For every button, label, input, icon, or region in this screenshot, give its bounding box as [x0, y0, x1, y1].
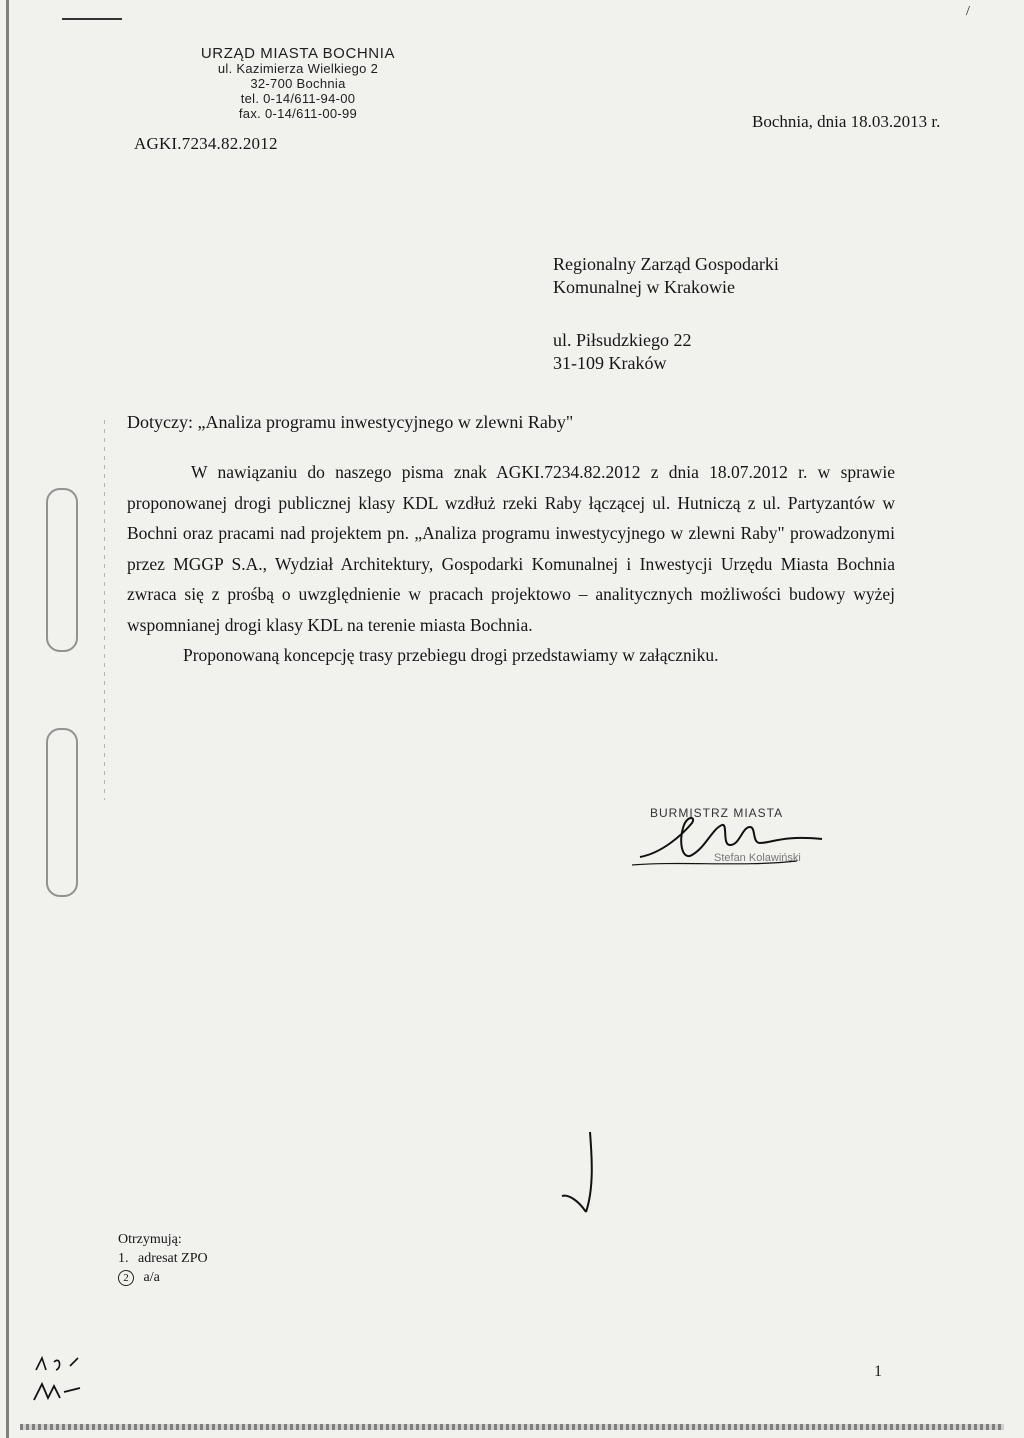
office-phone: tel. 0-14/611-94-00	[240, 91, 356, 106]
page-number: 1	[874, 1363, 882, 1380]
office-city: 32-700 Bochnia	[250, 76, 346, 91]
signature-block	[622, 795, 852, 885]
distribution-list	[118, 1230, 208, 1287]
distribution-item-marker: 2	[118, 1270, 134, 1286]
scan-edge-bottom	[20, 1424, 1004, 1430]
office-name: URZĄD MIASTA BOCHNIA	[200, 45, 396, 62]
letter-subject: Dotyczy: „Analiza programu inwestycyjnego w zlewni Raby"	[127, 412, 574, 432]
signature-image	[622, 795, 852, 885]
office-fax: fax. 0-14/611-00-99	[238, 106, 358, 121]
letter-body	[127, 457, 895, 671]
body-paragraph: W nawiązaniu do naszego pisma znak AGKI.7234.82.2012 z dnia 18.07.2012 r. w sprawie proponowanej drogi publicznej klasy KDL wzdłuż rzeki Raby łączącej ul. Hutniczą z ul. Partyzantów w Bochni oraz pracami nad projektem pn. „Analiza programu inwestycyjnego w zlewni Raby" prowadzonymi przez MGGP S.A., Wydział Architektury, Gospodarki Komunalnej i Inwestycji Urzędu Miasta Bochnia zwraca się z prośbą o uwzględnienie w pracach projektowo – analitycznych możliwości budowy wyżej wspomnianej drogi klasy KDL na terenie miasta Bochnia.	[127, 462, 895, 635]
scan-mark	[62, 18, 122, 20]
handwritten-initials	[30, 1352, 100, 1407]
body-paragraph: Proponowaną koncepcję trasy przebiegu drogi przedstawiamy w załączniku.	[183, 645, 719, 665]
distribution-item	[118, 1249, 208, 1268]
distribution-label: Otrzymują:	[118, 1232, 182, 1247]
binder-hole-top	[46, 488, 78, 652]
distribution-item-text: a/a	[143, 1270, 160, 1285]
office-street: ul. Kazimierza Wielkiego 2	[217, 61, 379, 76]
scan-edge	[6, 0, 9, 1438]
office-stamp	[168, 46, 428, 121]
corner-mark: /	[966, 4, 970, 19]
recipient-block	[553, 253, 779, 375]
distribution-item-text: adresat ZPO	[138, 1251, 208, 1266]
signature-stamp-title: BURMISTRZ MIASTA	[650, 806, 784, 820]
handwritten-mark	[548, 1128, 608, 1218]
distribution-item	[118, 1268, 208, 1287]
recipient-name-line2: Komunalnej w Krakowie	[553, 277, 735, 297]
recipient-city: 31-109 Kraków	[553, 353, 667, 373]
recipient-street: ul. Piłsudzkiego 22	[553, 330, 692, 350]
signature-stamp-name: Stefan Kolawiński	[714, 852, 801, 864]
recipient-name-line1: Regionalny Zarząd Gospodarki	[553, 254, 779, 274]
reference-number: AGKI.7234.82.2012	[134, 134, 278, 153]
scan-margin-line	[104, 420, 105, 800]
binder-hole-bottom	[46, 728, 78, 897]
distribution-item-marker: 1.	[118, 1251, 129, 1266]
letter-date: Bochnia, dnia 18.03.2013 r.	[752, 112, 941, 131]
